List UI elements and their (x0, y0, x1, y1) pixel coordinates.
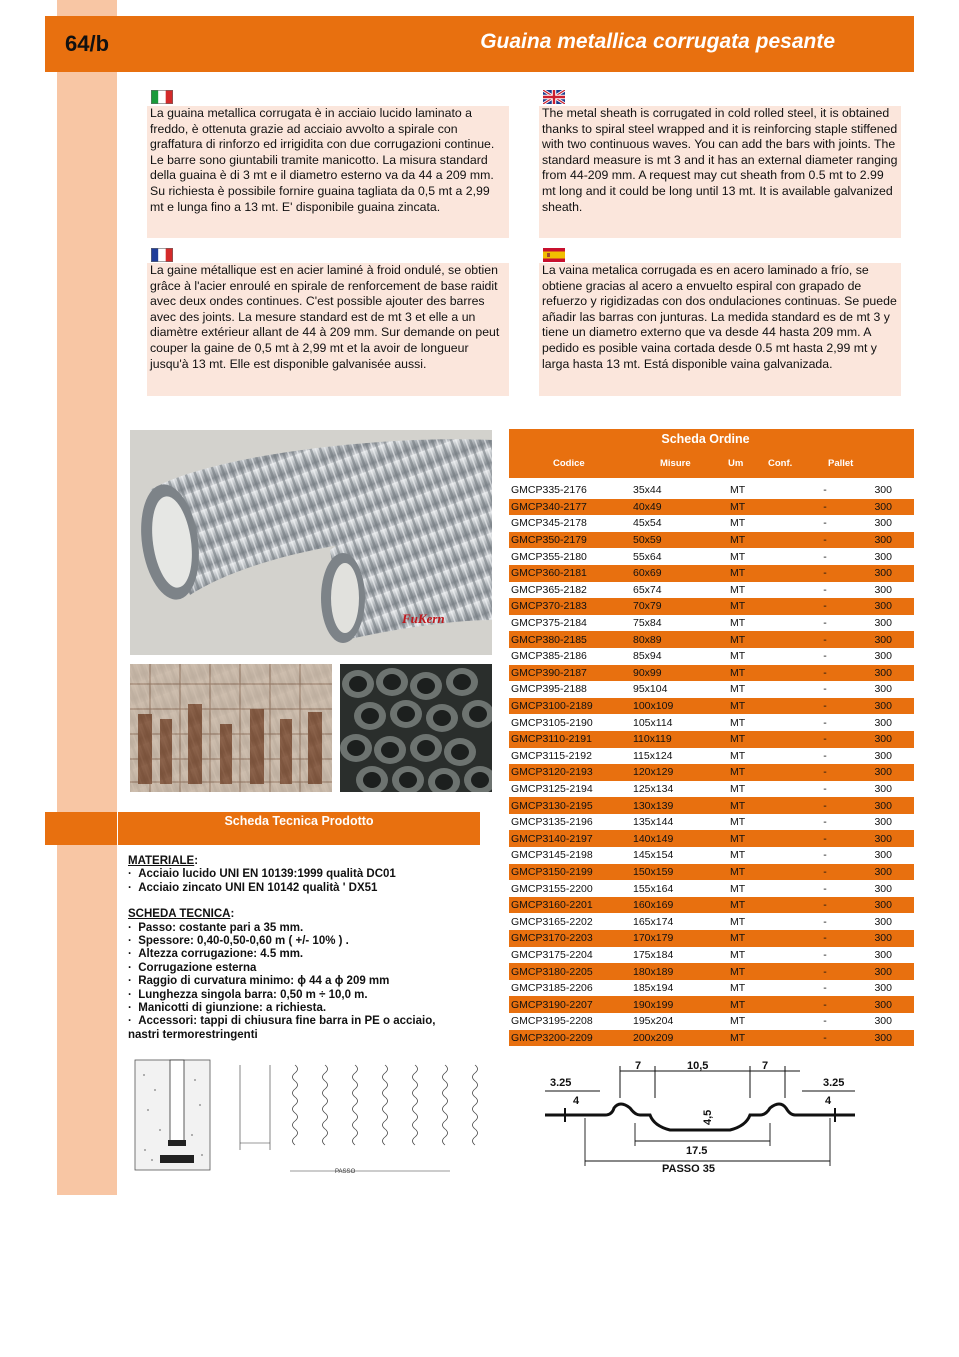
cell-misure: 80x89 (633, 633, 662, 646)
cell-codice: GMCP385-2186 (511, 650, 587, 663)
cell-codice: GMCP340-2177 (511, 500, 587, 513)
cell-pallet: 300 (874, 882, 892, 895)
cell-pallet: 300 (874, 733, 892, 746)
spec-item: · Corrugazione esterna (128, 962, 473, 975)
cell-pallet: 300 (874, 683, 892, 696)
table-row (509, 598, 914, 615)
cell-codice: GMCP3140-2197 (511, 832, 593, 845)
cell-misure: 170x179 (633, 932, 674, 945)
cell-conf: - (823, 550, 827, 563)
cell-um: MT (730, 484, 746, 497)
cell-conf: - (823, 517, 827, 530)
spec-item: · Lunghezza singola barra: 0,50 m ÷ 10,0 m. (128, 989, 473, 1002)
cell-conf: - (823, 799, 827, 812)
description-french (147, 263, 509, 396)
cell-pallet: 300 (874, 550, 892, 563)
materiale-item: · Acciaio lucido UNI EN 10139:1999 qualità DC01 (128, 868, 473, 881)
cell-misure: 200x209 (633, 1031, 674, 1044)
cell-pallet: 300 (874, 749, 892, 762)
table-row (509, 731, 914, 748)
cell-misure: 185x194 (633, 982, 674, 995)
cell-conf: - (823, 600, 827, 613)
description-spanish-text: La vaina metalica corrugada es en acero laminado a frío, se obtiene gracias al acero a envuelto espiral con grapado de refuerzo y rigidizadas con dos ondulaciones continuas. Se puede añadir las barras con junturas. La medida standard es de mt 3 y tiene un diametro externo que va desde 44 hasta 209 mm. A pedido es posible vaina cortada desde 0.5 mt hasta 2,99 mt y larga hasta 13 mt. Está disponible vaina galvanizada. (542, 263, 897, 371)
cell-um: MT (730, 899, 746, 912)
cell-codice: GMCP3165-2202 (511, 915, 593, 928)
cell-misure: 115x124 (633, 749, 673, 762)
cell-conf: - (823, 733, 827, 746)
materiale-label: MATERIALE (128, 855, 195, 867)
cell-pallet: 300 (874, 633, 892, 646)
cell-um: MT (730, 799, 746, 812)
cell-um: MT (730, 1015, 746, 1028)
cell-pallet: 300 (874, 948, 892, 961)
scheda-ordine-title: Scheda Ordine (661, 432, 750, 446)
cell-codice: GMCP360-2181 (511, 567, 587, 580)
dim-7-right: 7 (762, 1060, 769, 1072)
cell-misure: 130x139 (633, 799, 674, 812)
cell-codice: GMCP3100-2189 (511, 700, 593, 713)
spec-item: · Passo: costante pari a 35 mm. (128, 922, 473, 935)
cell-pallet: 300 (874, 932, 892, 945)
cell-misure: 35x44 (633, 484, 662, 497)
product-photo-pipes (130, 430, 492, 655)
cell-um: MT (730, 517, 746, 530)
cell-um: MT (730, 998, 746, 1011)
cell-conf: - (823, 832, 827, 845)
table-row (509, 665, 914, 682)
table-row (509, 681, 914, 698)
cell-um: MT (730, 932, 746, 945)
cell-codice: GMCP3115-2192 (511, 749, 592, 762)
table-row (509, 996, 914, 1013)
cell-misure: 140x149 (633, 832, 674, 845)
table-row (509, 781, 914, 798)
cell-misure: 40x49 (633, 500, 662, 513)
cell-um: MT (730, 816, 746, 829)
cell-misure: 160x169 (633, 899, 674, 912)
cell-codice: GMCP3195-2208 (511, 1015, 593, 1028)
cell-codice: GMCP3130-2195 (511, 799, 593, 812)
cell-conf: - (823, 617, 827, 630)
stacked-pipes-photo (340, 664, 492, 792)
cell-misure: 50x59 (633, 534, 662, 547)
table-row (509, 797, 914, 814)
cell-misure: 95x104 (633, 683, 668, 696)
cell-conf: - (823, 683, 827, 696)
page-number: 64/b (64, 31, 110, 56)
cell-um: MT (730, 733, 746, 746)
photo-logo: FuKern (402, 611, 445, 626)
spec-item: · Accessori: tappi di chiusura fine barra in PE o acciaio, (128, 1015, 473, 1028)
cell-misure: 70x79 (633, 600, 662, 613)
cell-misure: 75x84 (633, 617, 662, 630)
table-row (509, 615, 914, 632)
cell-pallet: 300 (874, 700, 892, 713)
cell-pallet: 300 (874, 617, 892, 630)
cell-um: MT (730, 865, 746, 878)
cell-pallet: 300 (874, 517, 892, 530)
cell-misure: 175x184 (633, 948, 674, 961)
cell-um: MT (730, 683, 746, 696)
cell-conf: - (823, 948, 827, 961)
table-row (509, 499, 914, 516)
cell-codice: GMCP335-2176 (511, 484, 587, 497)
header-codice: Codice (553, 458, 585, 469)
header-conf: Conf. (768, 458, 793, 469)
cell-conf: - (823, 816, 827, 829)
description-spanish (539, 263, 901, 396)
table-row (509, 980, 914, 997)
table-row (509, 648, 914, 665)
technical-drawing-section (130, 1055, 485, 1180)
table-row (509, 947, 914, 964)
cell-um: MT (730, 633, 746, 646)
table-row (509, 548, 914, 565)
dim-3-25-right: 3.25 (823, 1077, 845, 1089)
cell-conf: - (823, 500, 827, 513)
cell-pallet: 300 (874, 583, 892, 596)
description-italian-text: La guaina metallica corrugata è in acciaio lucido laminato a freddo, è ottenuta grazie ad acciaio avvolto a spirale con graffatura di rinforzo ed irrigidita con due corrugazioni continue. Le barre sono giuntabili tramite manicotto. La misura standard della guaina è di 3 mt e il diametro esterno va da 44 a 209 mm. Su richiesta è possibile fornire guaina tagliata da 0,5 mt a 2,99 mt e lunga fino a 13 mt. E' disponibile guaina zincata. (150, 106, 495, 214)
table-row (509, 1030, 914, 1047)
cell-misure: 100x109 (633, 700, 674, 713)
cell-codice: GMCP365-2182 (511, 583, 587, 596)
table-row (509, 1013, 914, 1030)
cell-um: MT (730, 650, 746, 663)
cell-conf: - (823, 865, 827, 878)
cell-codice: GMCP395-2188 (511, 683, 587, 696)
cell-conf: - (823, 965, 827, 978)
dim-10-5: 10,5 (687, 1060, 709, 1072)
cell-conf: - (823, 484, 827, 497)
cell-codice: GMCP3160-2201 (511, 899, 593, 912)
cell-um: MT (730, 849, 746, 862)
cell-codice: GMCP3180-2205 (511, 965, 593, 978)
cell-um: MT (730, 749, 746, 762)
cell-conf: - (823, 932, 827, 945)
warehouse-photo (130, 664, 332, 792)
cell-conf: - (823, 998, 827, 1011)
table-row (509, 897, 914, 914)
dim-4-5: 4,5 (702, 1109, 714, 1125)
cell-misure: 120x129 (633, 766, 674, 779)
cell-codice: GMCP3200-2209 (511, 1031, 593, 1044)
cell-conf: - (823, 633, 827, 646)
cell-um: MT (730, 782, 746, 795)
cell-misure: 190x199 (633, 998, 674, 1011)
spain-flag-icon (543, 248, 565, 262)
cell-um: MT (730, 617, 746, 630)
table-row (509, 847, 914, 864)
cell-conf: - (823, 766, 827, 779)
cell-pallet: 300 (874, 534, 892, 547)
cell-codice: GMCP350-2179 (511, 534, 587, 547)
table-row (509, 582, 914, 599)
spec-item: · Altezza corrugazione: 4.5 mm. (128, 948, 473, 961)
specs-list (128, 922, 473, 1029)
cell-um: MT (730, 948, 746, 961)
cell-pallet: 300 (874, 484, 892, 497)
cell-pallet: 300 (874, 982, 892, 995)
cell-um: MT (730, 700, 746, 713)
cell-um: MT (730, 915, 746, 928)
dim-4-left: 4 (573, 1095, 580, 1107)
scheda-tecnica-header (45, 812, 480, 845)
cell-um: MT (730, 500, 746, 513)
table-row (509, 565, 914, 582)
table-row (509, 515, 914, 532)
cell-misure: 135x144 (633, 816, 674, 829)
table-row (509, 913, 914, 930)
cell-misure: 165x174 (633, 915, 674, 928)
cell-um: MT (730, 832, 746, 845)
cell-conf: - (823, 583, 827, 596)
scheda-label: SCHEDA TECNICA (128, 908, 231, 921)
description-english-text: The metal sheath is corrugated in cold rolled steel, it is obtained thanks to spiral steel wrapped and it is reinforcing staple stiffened with two continuous waves. You can add the bars with joints. The standard measure is mt 3 and it has an external diameter ranging from 44-209 mm. A request may cut sheath from 0.5 mt to 2.99 mt long and it could be long until 13 mt. It is available galvanized sheath. (542, 106, 898, 214)
cell-codice: GMCP390-2187 (511, 666, 587, 679)
cell-um: MT (730, 600, 746, 613)
cell-misure: 90x99 (633, 666, 662, 679)
table-row (509, 748, 914, 765)
cell-pallet: 300 (874, 915, 892, 928)
cell-pallet: 300 (874, 716, 892, 729)
cell-conf: - (823, 849, 827, 862)
table-row (509, 830, 914, 847)
cell-codice: GMCP355-2180 (511, 550, 587, 563)
cell-pallet: 300 (874, 799, 892, 812)
scheda-ordine-header (509, 429, 914, 478)
table-row (509, 764, 914, 781)
cell-misure: 45x54 (633, 517, 662, 530)
technical-specs: MATERIALE: · Acciaio lucido UNI EN 10139:1999 qualità DC01 · Acciaio zincato UNI EN 10142 qualità ' DX51 SCHEDA TECNICA: · Passo: costante pari a 35 mm. · Spessore: 0,40-0,50-0,60 m ( +/- 10% ) . · Altezza corrugazione: 4.5 mm. · Corrugazione esterna · Raggio di curvatura minimo: ɸ 44 a ɸ 209 mm · Lunghezza singola barra: 0,50 m ÷ 10,0 m. · Manicotti di giunzione: a richiesta. · Accessori: tappi di chiusura fine barra in PE o acciaio, nastri termorestringenti (128, 855, 473, 1042)
cell-um: MT (730, 534, 746, 547)
cell-pallet: 300 (874, 899, 892, 912)
cell-um: MT (730, 1031, 746, 1044)
cell-codice: GMCP3105-2190 (511, 716, 593, 729)
cell-pallet: 300 (874, 500, 892, 513)
cell-pallet: 300 (874, 600, 892, 613)
cell-misure: 65x74 (633, 583, 662, 596)
uk-flag-icon (543, 90, 565, 104)
cell-conf: - (823, 567, 827, 580)
cell-codice: GMCP3170-2203 (511, 932, 593, 945)
table-row (509, 880, 914, 897)
cell-misure: 195x204 (633, 1015, 674, 1028)
technical-drawing-profile (540, 1058, 860, 1178)
cell-codice: GMCP380-2185 (511, 633, 587, 646)
table-row (509, 814, 914, 831)
spec-item: · Manicotti di giunzione: a richiesta. (128, 1002, 473, 1015)
header-um: Um (728, 458, 744, 469)
table-row (509, 963, 914, 980)
cell-um: MT (730, 567, 746, 580)
cell-codice: GMCP3185-2206 (511, 982, 593, 995)
cell-um: MT (730, 982, 746, 995)
cell-codice: GMCP375-2184 (511, 617, 587, 630)
cell-pallet: 300 (874, 849, 892, 862)
cell-conf: - (823, 700, 827, 713)
cell-conf: - (823, 882, 827, 895)
scheda-tecnica-title: Scheda Tecnica Prodotto (224, 814, 374, 828)
table-row (509, 864, 914, 881)
cell-misure: 145x154 (633, 849, 674, 862)
cell-um: MT (730, 965, 746, 978)
dim-17-5: 17.5 (686, 1145, 708, 1157)
cell-misure: 110x119 (633, 733, 672, 746)
dim-7-left: 7 (635, 1060, 642, 1072)
cell-codice: GMCP3145-2198 (511, 849, 593, 862)
materiale-item: · Acciaio zincato UNI EN 10142 qualità ' DX51 (128, 882, 473, 895)
italy-flag-icon (151, 90, 173, 104)
page-title: Guaina metallica corrugata pesante (480, 30, 835, 53)
cell-pallet: 300 (874, 998, 892, 1011)
spec-item: · Raggio di curvatura minimo: ɸ 44 a ɸ 209 mm (128, 975, 473, 988)
cell-codice: GMCP3190-2207 (511, 998, 593, 1011)
cell-um: MT (730, 666, 746, 679)
cell-misure: 150x159 (633, 865, 674, 878)
header-misure: Misure (660, 458, 691, 469)
spec-item: · Spessore: 0,40-0,50-0,60 m ( +/- 10% ) . (128, 935, 473, 948)
cell-conf: - (823, 716, 827, 729)
description-italian (147, 106, 509, 238)
cell-codice: GMCP3135-2196 (511, 816, 593, 829)
cell-um: MT (730, 550, 746, 563)
cell-codice: GMCP3110-2191 (511, 733, 592, 746)
cell-um: MT (730, 882, 746, 895)
cell-pallet: 300 (874, 650, 892, 663)
cell-codice: GMCP345-2178 (511, 517, 587, 530)
cell-misure: 180x189 (633, 965, 674, 978)
cell-pallet: 300 (874, 1015, 892, 1028)
cell-conf: - (823, 650, 827, 663)
cell-pallet: 300 (874, 782, 892, 795)
cell-pallet: 300 (874, 1031, 892, 1044)
cell-misure: 85x94 (633, 650, 662, 663)
cell-conf: - (823, 1031, 827, 1044)
cell-pallet: 300 (874, 567, 892, 580)
description-english (539, 106, 901, 238)
cell-codice: GMCP3150-2199 (511, 865, 593, 878)
table-row (509, 698, 914, 715)
cell-pallet: 300 (874, 965, 892, 978)
order-table (509, 482, 914, 1046)
cell-codice: GMCP3175-2204 (511, 948, 593, 961)
cell-codice: GMCP370-2183 (511, 600, 587, 613)
cell-codice: GMCP3125-2194 (511, 782, 593, 795)
cell-pallet: 300 (874, 816, 892, 829)
passo-label: PASSO 35 (662, 1163, 715, 1175)
cell-conf: - (823, 749, 827, 762)
france-flag-icon (151, 248, 173, 262)
cell-misure: 125x134 (633, 782, 674, 795)
cell-conf: - (823, 782, 827, 795)
cell-misure: 105x114 (633, 716, 673, 729)
cell-codice: GMCP3155-2200 (511, 882, 593, 895)
cell-conf: - (823, 666, 827, 679)
cell-um: MT (730, 766, 746, 779)
cell-pallet: 300 (874, 766, 892, 779)
spec-item-tail: nastri termorestringenti (128, 1028, 258, 1041)
description-french-text: La gaine métallique est en acier laminé à froid ondulé, se obtien grâce à l'acier enroulé en spirale de renforcement de base raidit avec deux ondes continues. C'est possible ajouter des barres avec des joints. La mesure standard est de mt 3 et elle a un diamètre extérieur allant de 44 à 209 mm. Sur demande on peut couper la gaine de 0,5 mt à 2,99 mt et la avoir de longueur jusqu'à 13 mt. Elle est disponible galvanisée aussi. (150, 263, 500, 371)
cell-um: MT (730, 583, 746, 596)
side-strip (57, 0, 117, 1195)
cell-conf: - (823, 982, 827, 995)
table-row (509, 930, 914, 947)
cell-conf: - (823, 899, 827, 912)
cell-codice: GMCP3120-2193 (511, 766, 593, 779)
cell-conf: - (823, 1015, 827, 1028)
table-row (509, 714, 914, 731)
cell-um: MT (730, 716, 746, 729)
cell-pallet: 300 (874, 865, 892, 878)
header-pallet: Pallet (828, 458, 854, 469)
materiale-list (128, 868, 473, 895)
table-row (509, 482, 914, 499)
cell-misure: 55x64 (633, 550, 662, 563)
cell-conf: - (823, 534, 827, 547)
cell-pallet: 300 (874, 666, 892, 679)
cell-misure: 60x69 (633, 567, 662, 580)
drawing-small-label: PASSO (335, 1169, 356, 1175)
cell-misure: 155x164 (633, 882, 674, 895)
dim-3-25-left: 3.25 (550, 1077, 572, 1089)
cell-pallet: 300 (874, 832, 892, 845)
dim-4-right: 4 (825, 1095, 832, 1107)
table-row (509, 631, 914, 648)
cell-conf: - (823, 915, 827, 928)
table-row (509, 532, 914, 549)
